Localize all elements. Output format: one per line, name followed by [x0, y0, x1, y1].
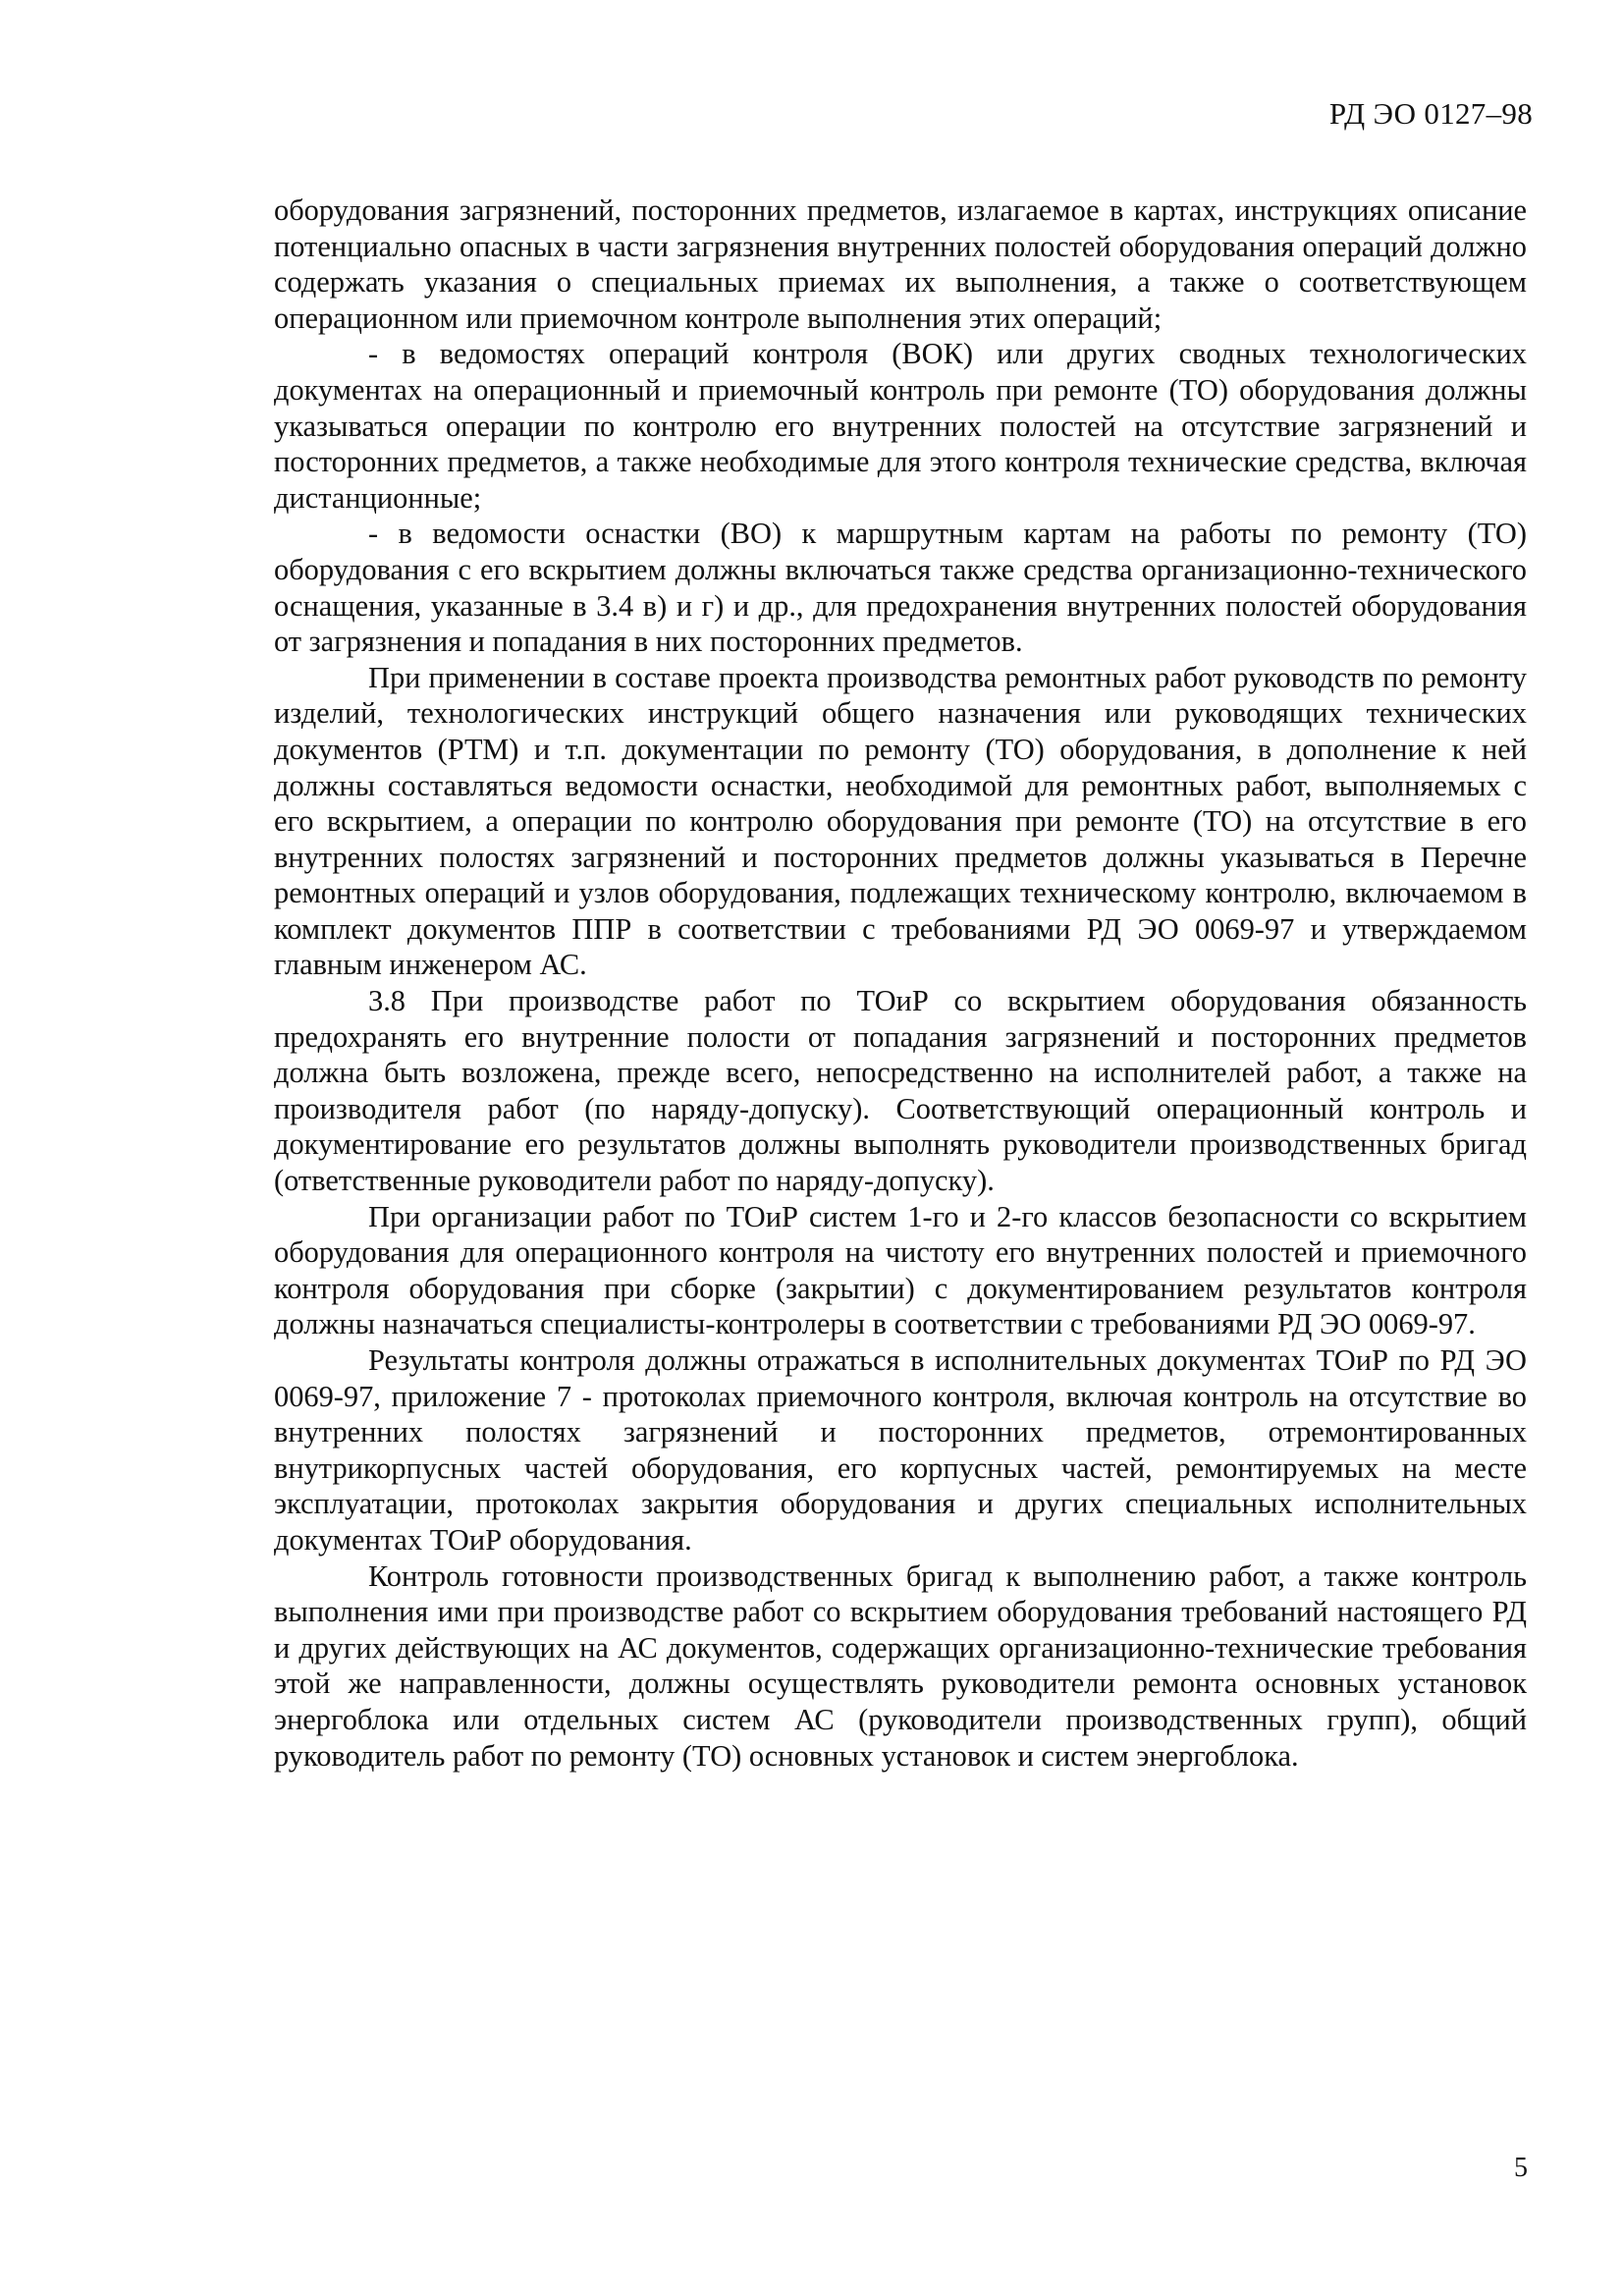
page-number: 5	[1514, 2153, 1528, 2183]
paragraph-vok-list-item: - в ведомостях операций контроля (ВОК) или других сводных технологических документах на операционный и приемочный контроль при ремонте (ТО) оборудования должны указываться операции по контролю его внутренних полостей на отсутствие загрязнений и посторонних предметов, а также необходимые для этого контроля технические средства, включая дистанционные;	[274, 337, 1527, 515]
paragraph-vo-list-item: - в ведомости оснастки (ВО) к маршрутным картам на работы по ремонту (ТО) оборудования с его вскрытием должны включаться также средства организационно-технического оснащения, указанные в 3.4 в) и г) и др., для предохранения внутренних полостей оборудования от загрязнения и попадания в них посторонних предметов.	[274, 517, 1527, 659]
paragraph-section-3-8: 3.8 При производстве работ по ТОиР со вскрытием оборудования обязанность предохранять его внутренние полости от попадания загрязнений и посторонних предметов должна быть возложена, прежде всего, непосредственно на исполнителей работ, а также на производителя работ (по наряду-допуску). Соответствующий операционный контроль и документирование его результатов должны выполнять руководители производственных бригад (ответственные руководители работ по наряду-допуску).	[274, 984, 1527, 1198]
document-body	[274, 192, 1527, 1774]
document-code-header: РД ЭО 0127–98	[1328, 96, 1533, 131]
paragraph-continuation: оборудования загрязнений, посторонних предметов, излагаемое в картах, инструкциях описание потенциально опасных в части загрязнения внутренних полостей оборудования операций должно содержать указания о специальных приемах их выполнения, а также о соответствующем операционном или приемочном контроле выполнения этих операций;	[274, 193, 1527, 335]
paragraph-ppr-project: При применении в составе проекта производства ремонтных работ руководств по ремонту изделий, технологических инструкций общего назначения или руководящих технических документов (РТМ) и т.п. документации по ремонту (ТО) оборудования, в дополнение к ней должны составляться ведомости оснастки, необходимой для ремонтных работ, выполняемых с его вскрытием, а операции по контролю оборудования при ремонте (ТО) на отсутствие в его внутренних полостях загрязнений и посторонних предметов должны указываться в Перечне ремонтных операций и узлов оборудования, подлежащих техническому контролю, включаемом в комплект документов ППР в соответствии с требованиями РД ЭО 0069-97 и утверждаемом главным инженером АС.	[274, 660, 1527, 982]
paragraph-control-results: Результаты контроля должны отражаться в исполнительных документах ТОиР по РД ЭО 0069-97, приложение 7 - протоколах приемочного контроля, включая контроль на отсутствие во внутренних полостях загрязнений и посторонних предметов, отремонтированных внутрикорпусных частей оборудования, его корпусных частей, ремонтируемых на месте эксплуатации, протоколах закрытия оборудования и других специальных исполнительных документах ТОиР оборудования.	[274, 1343, 1527, 1557]
paragraph-readiness-control: Контроль готовности производственных бригад к выполнению работ, а также контроль выполнения ими при производстве работ со вскрытием оборудования требований настоящего РД и других действующих на АС документов, содержащих организационно-технические требования этой же направленности, должны осуществлять руководители ремонта основных установок энергоблока или отдельных систем АС (руководители производственных групп), общий руководитель работ по ремонту (ТО) основных установок и систем энергоблока.	[274, 1558, 1527, 1773]
paragraph-safety-classes: При организации работ по ТОиР систем 1-го и 2-го классов безопасности со вскрытием оборудования для операционного контроля на чистоту его внутренних полостей и приемочного контроля оборудования при сборке (закрытии) с документированием результатов контроля должны назначаться специалисты-контролеры в соответствии с требованиями РД ЭО 0069-97.	[274, 1199, 1527, 1341]
